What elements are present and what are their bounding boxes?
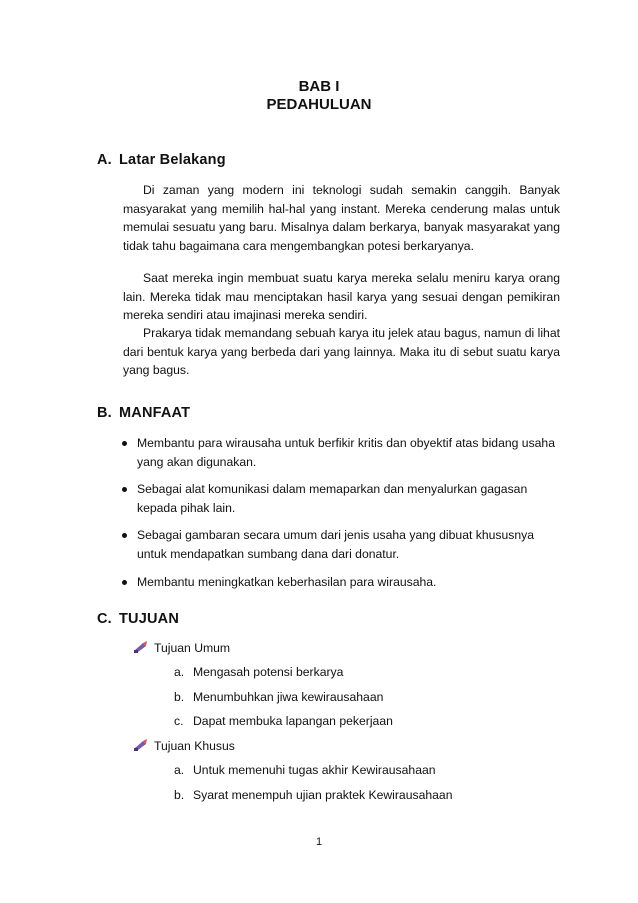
section-b-label: B. — [97, 405, 112, 421]
list-item: b. Menumbuhkan jiwa kewirausahaan — [174, 690, 384, 704]
goal-group-title: Tujuan Umum — [154, 641, 231, 655]
bullet-dot-icon — [122, 580, 127, 585]
section-c-title: TUJUAN — [119, 611, 180, 627]
list-item: c. Dapat membuka lapangan pekerjaan — [174, 714, 393, 728]
goal-group-general — [134, 639, 230, 657]
benefits-list — [120, 434, 560, 600]
section-b-heading — [97, 405, 190, 421]
chapter-title: PEDAHULUAN — [266, 96, 372, 113]
arrow-marker-icon — [134, 641, 148, 653]
background-paragraph-1: Di zaman yang modern ini teknologi sudah semakin canggih. Banyak masyarakat yang memilih hal-hal yang instant. Mereka cenderung malas untuk memulai sesuatu yang baru. Misalnya dalam berkarya, banyak masyarakat yang tidak tahu bagaimana cara mengembangkan potesi berkaryanya. — [123, 183, 560, 253]
goal-group-specific — [134, 737, 235, 755]
section-a-heading — [97, 152, 226, 168]
bullet-dot-icon — [122, 533, 127, 538]
list-item: a. Mengasah potensi berkarya — [174, 665, 344, 679]
chapter-number: BAB I — [298, 78, 340, 95]
arrow-marker-icon — [134, 739, 148, 751]
section-a-title: Latar Belakang — [119, 152, 226, 168]
bullet-dot-icon — [122, 441, 127, 446]
list-item: Sebagai alat komunikasi dalam memaparkan dan menyalurkan gagasan kepada pihak lain. — [120, 480, 560, 517]
section-c-label: C. — [97, 611, 112, 627]
background-paragraph-2: Saat mereka ingin membuat suatu karya mereka selalu meniru karya orang lain. Mereka tidak mau menciptakan hasil karya yang sesuai dengan pemikiran mereka sendiri atau imajinasi mereka sendiri. — [123, 271, 560, 323]
goal-group-title: Tujuan Khusus — [154, 739, 235, 753]
list-item: b. Syarat menempuh ujian praktek Kewirausahaan — [174, 788, 453, 802]
section-a-label: A. — [97, 152, 112, 168]
page-number: 1 — [315, 836, 323, 848]
section-c-heading — [97, 611, 179, 627]
list-item: Membantu para wirausaha untuk berfikir kritis dan obyektif atas bidang usaha yang akan digunakan. — [120, 434, 560, 471]
list-item: a. Untuk memenuhi tugas akhir Kewirausahaan — [174, 763, 436, 777]
list-item: Membantu meningkatkan keberhasilan para wirausaha. — [120, 573, 560, 592]
background-paragraph-3: Prakarya tidak memandang sebuah karya itu jelek atau bagus, namun di lihat dari bentuk karya yang berbeda dari yang lainnya. Maka itu di sebut suatu karya yang bagus. — [123, 326, 560, 378]
section-b-title: MANFAAT — [119, 405, 191, 421]
bullet-dot-icon — [122, 487, 127, 492]
list-item: Sebagai gambaran secara umum dari jenis usaha yang dibuat khususnya untuk mendapatkan sumbang dana dari donatur. — [120, 526, 560, 563]
